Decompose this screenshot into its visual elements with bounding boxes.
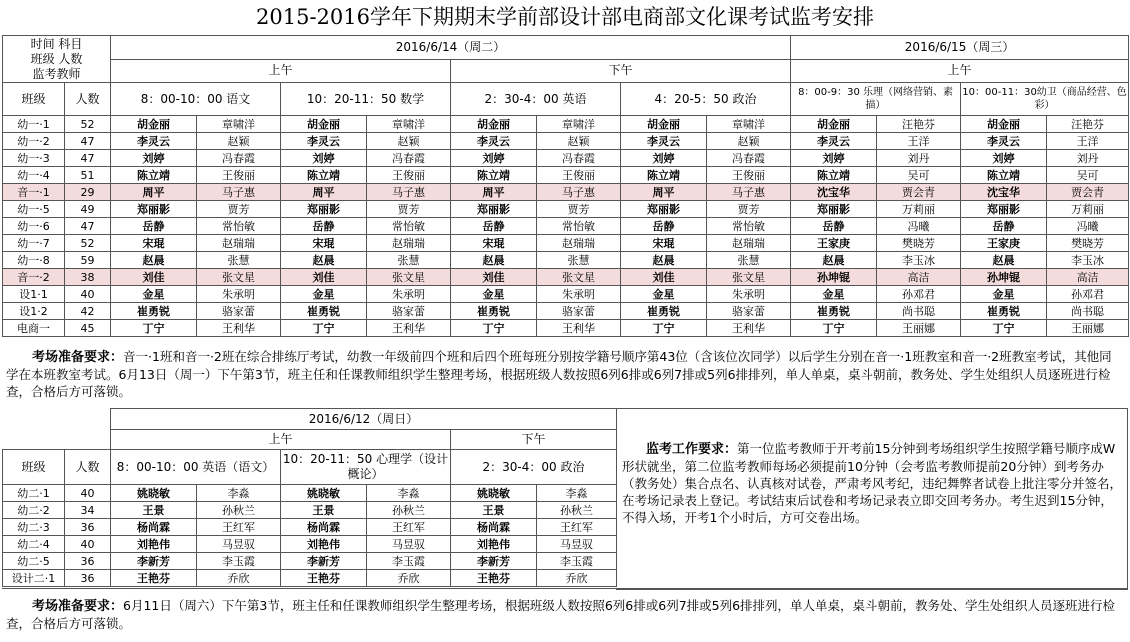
proctor-1-cell: 杨尚霖 <box>451 519 537 536</box>
proctor-1-cell: 姚晓敏 <box>451 485 537 502</box>
proctor-1-cell: 崔勇锐 <box>281 303 367 320</box>
proctor-2-cell: 朱承明 <box>197 286 281 303</box>
class-cell: 幼一·7 <box>3 235 65 252</box>
count-cell: 40 <box>65 536 111 553</box>
class-cell: 设1·2 <box>3 303 65 320</box>
proctor-2-cell: 冯春霞 <box>707 150 791 167</box>
proctor-2-cell: 樊晓芳 <box>1047 235 1129 252</box>
proctor-2-cell: 常怡敏 <box>367 218 451 235</box>
proctor-2-cell: 王洋 <box>877 133 961 150</box>
proctor-1-cell: 丁宁 <box>281 320 367 337</box>
table-row <box>3 252 1129 269</box>
proctor-1-cell: 刘婷 <box>281 150 367 167</box>
proctor-2-cell: 孙邓君 <box>1047 286 1129 303</box>
proctor-1-cell: 郑丽影 <box>961 201 1047 218</box>
subject-header: 8：00-9：30 乐理（网络营销、素描） <box>791 83 961 116</box>
count-cell: 47 <box>65 150 111 167</box>
proctor-1-cell: 金星 <box>111 286 197 303</box>
proctor-1-cell: 崔勇锐 <box>961 303 1047 320</box>
proctor-2-cell: 马子惠 <box>367 184 451 201</box>
proctor-1-cell: 李新芳 <box>281 553 367 570</box>
proctor-2-cell: 汪艳芬 <box>1047 116 1129 133</box>
table-row <box>3 485 617 502</box>
proctor-requirements-note <box>622 440 1122 526</box>
count-col-header: 人数 <box>65 83 111 116</box>
proctor-1-cell: 周平 <box>621 184 707 201</box>
count-cell: 51 <box>65 167 111 184</box>
proctor-1-cell: 岳静 <box>111 218 197 235</box>
half-header-1: 上午 <box>111 59 451 83</box>
proctor-1-cell: 孙坤锟 <box>961 269 1047 286</box>
proctor-1-cell: 金星 <box>621 286 707 303</box>
proctor-2-cell: 张慧 <box>537 252 621 269</box>
proctor-1-cell: 陈立靖 <box>111 167 197 184</box>
proctor-1-cell: 姚晓敏 <box>281 485 367 502</box>
proctor-2-cell: 吴可 <box>1047 167 1129 184</box>
count-cell: 42 <box>65 303 111 320</box>
proctor-1-cell: 王景 <box>111 502 197 519</box>
table-row <box>3 303 1129 320</box>
corner-line-2: 班级 人数 <box>30 52 83 66</box>
proctor-2-cell: 高洁 <box>877 269 961 286</box>
class-cell: 设计二·1 <box>3 570 65 587</box>
proctor-1-cell: 杨尚霖 <box>281 519 367 536</box>
class-cell: 幼二·2 <box>3 502 65 519</box>
table-row <box>3 536 617 553</box>
count-cell: 38 <box>65 269 111 286</box>
proctor-1-cell: 宋琨 <box>621 235 707 252</box>
proctor-2-cell: 贾会青 <box>1047 184 1129 201</box>
proctor-2-cell: 李玉霞 <box>537 553 617 570</box>
proctor-2-cell: 冯曦 <box>1047 218 1129 235</box>
blank-corner <box>3 409 111 450</box>
proctor-1-cell: 宋琨 <box>111 235 197 252</box>
proctor-1-cell: 岳静 <box>621 218 707 235</box>
proctor-1-cell: 赵晨 <box>281 252 367 269</box>
proctor-1-cell: 王景 <box>451 502 537 519</box>
proctor-2-cell: 李淼 <box>537 485 617 502</box>
proctor-1-cell: 赵晨 <box>961 252 1047 269</box>
proctor-1-cell: 丁宁 <box>621 320 707 337</box>
proctor-2-cell: 乔欣 <box>367 570 451 587</box>
proctor-1-cell: 郑丽影 <box>281 201 367 218</box>
proctor-1-cell: 郑丽影 <box>111 201 197 218</box>
proctor-2-cell: 王红军 <box>537 519 617 536</box>
table-row <box>3 133 1129 150</box>
proctor-2-cell: 刘丹 <box>1047 150 1129 167</box>
proctor-2-cell: 冯春霞 <box>537 150 621 167</box>
divider <box>2 588 1127 589</box>
proctor-1-cell: 刘艳伟 <box>281 536 367 553</box>
proctor-1-cell: 崔勇锐 <box>621 303 707 320</box>
proctor-1-cell: 李灵云 <box>621 133 707 150</box>
proctor-2-cell: 王俊丽 <box>197 167 281 184</box>
proctor-1-cell: 岳静 <box>791 218 877 235</box>
class-cell: 幼一·3 <box>3 150 65 167</box>
proctor-1-cell: 陈立靖 <box>621 167 707 184</box>
proctor-2-cell: 赵瑞瑞 <box>367 235 451 252</box>
proctor-1-cell: 王家庚 <box>791 235 877 252</box>
proctor-1-cell: 陈立靖 <box>451 167 537 184</box>
class-cell: 幼一·4 <box>3 167 65 184</box>
proctor-1-cell: 孙坤锟 <box>791 269 877 286</box>
page-title: 2015-2016学年下期期末学前部设计部电商部文化课考试监考安排 <box>256 5 874 29</box>
date-header-2: 2016/6/15（周三） <box>791 36 1129 60</box>
proctor-2-cell: 李淼 <box>367 485 451 502</box>
proctor-2-cell: 孙秋兰 <box>197 502 281 519</box>
proctor-2-cell: 章啸洋 <box>367 116 451 133</box>
proctor-1-cell: 刘婷 <box>451 150 537 167</box>
proctor-2-cell: 贾芳 <box>197 201 281 218</box>
proctor-1-cell: 姚晓敏 <box>111 485 197 502</box>
proctor-1-cell: 李灵云 <box>111 133 197 150</box>
proctor-2-cell: 常怡敏 <box>197 218 281 235</box>
proctor-2-cell: 贾芳 <box>367 201 451 218</box>
proctor-1-cell: 刘婷 <box>961 150 1047 167</box>
proctor-2-cell: 王利华 <box>537 320 621 337</box>
proctor-2-cell: 张文星 <box>367 269 451 286</box>
proctor-1-cell: 胡金丽 <box>791 116 877 133</box>
proctor-1-cell: 刘艳伟 <box>111 536 197 553</box>
half-header-4: 上午 <box>111 430 451 450</box>
proctor-2-cell: 贾会青 <box>877 184 961 201</box>
count-cell: 59 <box>65 252 111 269</box>
proctor-2-cell: 赵颖 <box>537 133 621 150</box>
proctor-2-cell: 章啸洋 <box>197 116 281 133</box>
proctor-2-cell: 章啸洋 <box>707 116 791 133</box>
proctor-2-cell: 赵瑞瑞 <box>537 235 621 252</box>
proctor-2-cell: 章啸洋 <box>537 116 621 133</box>
proctor-2-cell: 孙秋兰 <box>537 502 617 519</box>
proctor-2-cell: 万莉丽 <box>1047 201 1129 218</box>
proctor-2-cell: 张文星 <box>197 269 281 286</box>
class-cell: 电商一 <box>3 320 65 337</box>
proctor-1-cell: 刘佳 <box>451 269 537 286</box>
proctor-1-cell: 胡金丽 <box>961 116 1047 133</box>
proctor-2-cell: 冯曦 <box>877 218 961 235</box>
table-row <box>3 218 1129 235</box>
proctor-1-cell: 李灵云 <box>451 133 537 150</box>
note-text: 音一·1班和音一·2班在综合排练厅考试，幼教一年级前四个班和后四个班每班分别按学籍号顺序第43位（含该位次同学）以后学生分别在音一·1班教室和音一·2班教室考试，其他同学在本班教室考试。6月13日（周一）下午第3节，班主任和任课教师组织学生整理考场，根据班级人数按照6列6排或6列7排或5列6排排列，单人单桌，桌斗朝前，教务处、学生处组织人员逐班进行检查，合格后方可落锁。 <box>6 349 1112 399</box>
proctor-1-cell: 崔勇锐 <box>451 303 537 320</box>
proctor-2-cell: 汪艳芬 <box>877 116 961 133</box>
subject-header: 8：00-10：00 英语（语文） <box>111 450 281 485</box>
proctor-2-cell: 李玉霞 <box>367 553 451 570</box>
proctor-1-cell: 李灵云 <box>791 133 877 150</box>
count-cell: 47 <box>65 133 111 150</box>
table-row <box>3 519 617 536</box>
proctor-1-cell: 刘婷 <box>111 150 197 167</box>
count-cell: 36 <box>65 519 111 536</box>
proctor-2-cell: 王红军 <box>197 519 281 536</box>
main-schedule-table <box>2 35 1129 337</box>
proctor-2-cell: 冯春霞 <box>197 150 281 167</box>
note-text: 第一位监考教师于开考前15分钟到考场组织学生按照学籍号顺序成W形状就坐，第二位监考教师每场必须提前10分钟（会考监考教师提前20分钟）到考务办（教务处）集合点名、认真核对试卷，严肃考风考纪，违纪舞弊者试卷上批注零分并签名，在考场记录表上登记。考试结束后试卷和考场记录表立即交回考务办。考生迟到15分钟，不得入场，开考1个小时后，方可交卷出场。 <box>622 441 1123 525</box>
count-cell: 52 <box>65 235 111 252</box>
proctor-2-cell: 朱承明 <box>537 286 621 303</box>
corner-line-1: 时间 科目 <box>30 37 83 51</box>
proctor-1-cell: 宋琨 <box>281 235 367 252</box>
proctor-2-cell: 赵颖 <box>197 133 281 150</box>
proctor-1-cell: 周平 <box>111 184 197 201</box>
class-cell: 音一·2 <box>3 269 65 286</box>
table-row <box>3 167 1129 184</box>
table-row <box>3 553 617 570</box>
proctor-2-cell: 马昱驭 <box>537 536 617 553</box>
proctor-2-cell: 王丽娜 <box>877 320 961 337</box>
proctor-2-cell: 贾芳 <box>707 201 791 218</box>
corner-header <box>3 36 111 83</box>
proctor-1-cell: 刘艳伟 <box>451 536 537 553</box>
subject-header: 8：00-10：00 语文 <box>111 83 281 116</box>
proctor-1-cell: 金星 <box>451 286 537 303</box>
proctor-1-cell: 刘婷 <box>791 150 877 167</box>
proctor-2-cell: 骆家蕾 <box>197 303 281 320</box>
proctor-2-cell: 吴可 <box>877 167 961 184</box>
count-cell: 52 <box>65 116 111 133</box>
proctor-1-cell: 丁宁 <box>961 320 1047 337</box>
proctor-2-cell: 王洋 <box>1047 133 1129 150</box>
class-cell: 幼二·4 <box>3 536 65 553</box>
proctor-2-cell: 张文星 <box>707 269 791 286</box>
proctor-1-cell: 陈立靖 <box>281 167 367 184</box>
proctor-2-cell: 常怡敏 <box>707 218 791 235</box>
proctor-2-cell: 骆家蕾 <box>367 303 451 320</box>
proctor-2-cell: 王利华 <box>367 320 451 337</box>
proctor-1-cell: 沈宝华 <box>791 184 877 201</box>
proctor-1-cell: 王艳芬 <box>281 570 367 587</box>
proctor-2-cell: 高洁 <box>1047 269 1129 286</box>
count-cell: 49 <box>65 201 111 218</box>
proctor-2-cell: 骆家蕾 <box>707 303 791 320</box>
table-row <box>3 320 1129 337</box>
proctor-2-cell: 尚书聪 <box>877 303 961 320</box>
date-header-3: 2016/6/12（周日） <box>111 409 617 430</box>
proctor-2-cell: 王俊丽 <box>367 167 451 184</box>
proctor-2-cell: 李淼 <box>197 485 281 502</box>
proctor-2-cell: 王俊丽 <box>537 167 621 184</box>
proctor-1-cell: 王家庚 <box>961 235 1047 252</box>
subject-header: 2：30-4：00 英语 <box>451 83 621 116</box>
proctor-2-cell: 刘丹 <box>877 150 961 167</box>
proctor-1-cell: 周平 <box>451 184 537 201</box>
note-label: 考场准备要求： <box>32 350 124 365</box>
subject-header: 2：30-4：00 政治 <box>451 450 617 485</box>
corner-line-3: 监考教师 <box>32 67 81 81</box>
proctor-2-cell: 王利华 <box>197 320 281 337</box>
table-row <box>3 269 1129 286</box>
proctor-2-cell: 李玉霞 <box>197 553 281 570</box>
proctor-2-cell: 赵颖 <box>367 133 451 150</box>
proctor-1-cell: 陈立靖 <box>961 167 1047 184</box>
proctor-1-cell: 崔勇锐 <box>791 303 877 320</box>
count-cell: 36 <box>65 570 111 587</box>
proctor-1-cell: 金星 <box>281 286 367 303</box>
proctor-1-cell: 胡金丽 <box>451 116 537 133</box>
proctor-2-cell: 尚书聪 <box>1047 303 1129 320</box>
proctor-1-cell: 赵晨 <box>451 252 537 269</box>
half-header-2: 下午 <box>451 59 791 83</box>
proctor-1-cell: 金星 <box>961 286 1047 303</box>
subject-header: 4：20-5：50 政治 <box>621 83 791 116</box>
count-cell: 34 <box>65 502 111 519</box>
proctor-2-cell: 张文星 <box>537 269 621 286</box>
proctor-1-cell: 李新芳 <box>451 553 537 570</box>
proctor-1-cell: 王艳芬 <box>111 570 197 587</box>
note-label: 考场准备要求： <box>32 599 124 614</box>
table-row <box>3 201 1129 218</box>
class-cell: 设1·1 <box>3 286 65 303</box>
class-col-header: 班级 <box>3 450 65 485</box>
count-cell: 29 <box>65 184 111 201</box>
proctor-1-cell: 胡金丽 <box>281 116 367 133</box>
proctor-2-cell: 马昱驭 <box>197 536 281 553</box>
proctor-2-cell: 马子惠 <box>197 184 281 201</box>
proctor-1-cell: 胡金丽 <box>621 116 707 133</box>
proctor-1-cell: 赵晨 <box>791 252 877 269</box>
proctor-1-cell: 刘佳 <box>281 269 367 286</box>
proctor-1-cell: 崔勇锐 <box>111 303 197 320</box>
proctor-2-cell: 赵颖 <box>707 133 791 150</box>
subject-header: 10：00-11：30幼卫（商品经营、色彩） <box>961 83 1129 116</box>
proctor-2-cell: 王俊丽 <box>707 167 791 184</box>
half-header-3: 上午 <box>791 59 1129 83</box>
proctor-1-cell: 李灵云 <box>961 133 1047 150</box>
proctor-2-cell: 张慧 <box>367 252 451 269</box>
proctor-2-cell: 张慧 <box>197 252 281 269</box>
table-row <box>3 116 1129 133</box>
proctor-2-cell: 乔欣 <box>537 570 617 587</box>
exam-room-prep-note-2 <box>6 597 1124 632</box>
count-cell: 40 <box>65 485 111 502</box>
date-header-1: 2016/6/14（周二） <box>111 36 791 60</box>
proctor-2-cell: 朱承明 <box>367 286 451 303</box>
proctor-2-cell: 马昱驭 <box>367 536 451 553</box>
subject-header: 10：20-11：50 心理学（设计概论） <box>281 450 451 485</box>
proctor-2-cell: 孙秋兰 <box>367 502 451 519</box>
proctor-2-cell: 赵瑞瑞 <box>707 235 791 252</box>
proctor-1-cell: 丁宁 <box>451 320 537 337</box>
proctor-1-cell: 丁宁 <box>111 320 197 337</box>
proctor-1-cell: 沈宝华 <box>961 184 1047 201</box>
proctor-2-cell: 骆家蕾 <box>537 303 621 320</box>
proctor-1-cell: 郑丽影 <box>451 201 537 218</box>
exam-room-prep-note <box>6 348 1124 400</box>
proctor-1-cell: 丁宁 <box>791 320 877 337</box>
proctor-1-cell: 岳静 <box>451 218 537 235</box>
proctor-1-cell: 刘佳 <box>111 269 197 286</box>
proctor-1-cell: 宋琨 <box>451 235 537 252</box>
proctor-1-cell: 王艳芬 <box>451 570 537 587</box>
proctor-2-cell: 常怡敏 <box>537 218 621 235</box>
proctor-1-cell: 刘婷 <box>621 150 707 167</box>
proctor-2-cell: 王红军 <box>367 519 451 536</box>
table-row <box>3 150 1129 167</box>
proctor-2-cell: 乔欣 <box>197 570 281 587</box>
proctor-2-cell: 王丽娜 <box>1047 320 1129 337</box>
proctor-1-cell: 陈立靖 <box>791 167 877 184</box>
note-text: 6月11日（周六）下午第3节，班主任和任课教师组织学生整理考场，根据班级人数按照6列6排或6列7排或5列6排排列，单人单桌，桌斗朝前，教务处、学生处组织人员逐班进行检查，合格后方可落锁。 <box>6 598 1116 631</box>
proctor-1-cell: 岳静 <box>961 218 1047 235</box>
proctor-2-cell: 冯春霞 <box>367 150 451 167</box>
count-cell: 40 <box>65 286 111 303</box>
proctor-1-cell: 赵晨 <box>111 252 197 269</box>
class-cell: 幼一·6 <box>3 218 65 235</box>
table-row <box>3 570 617 587</box>
proctor-1-cell: 金星 <box>791 286 877 303</box>
proctor-1-cell: 胡金丽 <box>111 116 197 133</box>
proctor-2-cell: 万莉丽 <box>877 201 961 218</box>
table-row <box>3 184 1129 201</box>
proctor-2-cell: 贾芳 <box>537 201 621 218</box>
table-row <box>3 235 1129 252</box>
proctor-1-cell: 李灵云 <box>281 133 367 150</box>
proctor-1-cell: 郑丽影 <box>621 201 707 218</box>
note-label: 监考工作要求： <box>646 442 738 457</box>
second-schedule-table <box>2 408 617 587</box>
half-header-5: 下午 <box>451 430 617 450</box>
proctor-1-cell: 李新芳 <box>111 553 197 570</box>
count-cell: 36 <box>65 553 111 570</box>
class-cell: 幼一·5 <box>3 201 65 218</box>
proctor-2-cell: 王利华 <box>707 320 791 337</box>
proctor-2-cell: 孙邓君 <box>877 286 961 303</box>
count-cell: 45 <box>65 320 111 337</box>
proctor-1-cell: 刘佳 <box>621 269 707 286</box>
proctor-2-cell: 赵瑞瑞 <box>197 235 281 252</box>
class-cell: 幼二·3 <box>3 519 65 536</box>
table-row <box>3 502 617 519</box>
subject-header: 10：20-11：50 数学 <box>281 83 451 116</box>
proctor-2-cell: 李玉冰 <box>877 252 961 269</box>
proctor-2-cell: 朱承明 <box>707 286 791 303</box>
proctor-1-cell: 岳静 <box>281 218 367 235</box>
proctor-2-cell: 马子惠 <box>537 184 621 201</box>
class-cell: 幼一·8 <box>3 252 65 269</box>
proctor-1-cell: 杨尚霖 <box>111 519 197 536</box>
proctor-1-cell: 郑丽影 <box>791 201 877 218</box>
proctor-2-cell: 樊晓芳 <box>877 235 961 252</box>
class-cell: 幼二·5 <box>3 553 65 570</box>
proctor-2-cell: 张慧 <box>707 252 791 269</box>
class-cell: 音一·1 <box>3 184 65 201</box>
count-col-header: 人数 <box>65 450 111 485</box>
proctor-2-cell: 李玉冰 <box>1047 252 1129 269</box>
proctor-1-cell: 周平 <box>281 184 367 201</box>
proctor-1-cell: 王景 <box>281 502 367 519</box>
count-cell: 47 <box>65 218 111 235</box>
class-cell: 幼一·2 <box>3 133 65 150</box>
proctor-1-cell: 赵晨 <box>621 252 707 269</box>
class-cell: 幼二·1 <box>3 485 65 502</box>
proctor-2-cell: 马子惠 <box>707 184 791 201</box>
table-row <box>3 286 1129 303</box>
class-col-header: 班级 <box>3 83 65 116</box>
class-cell: 幼一·1 <box>3 116 65 133</box>
